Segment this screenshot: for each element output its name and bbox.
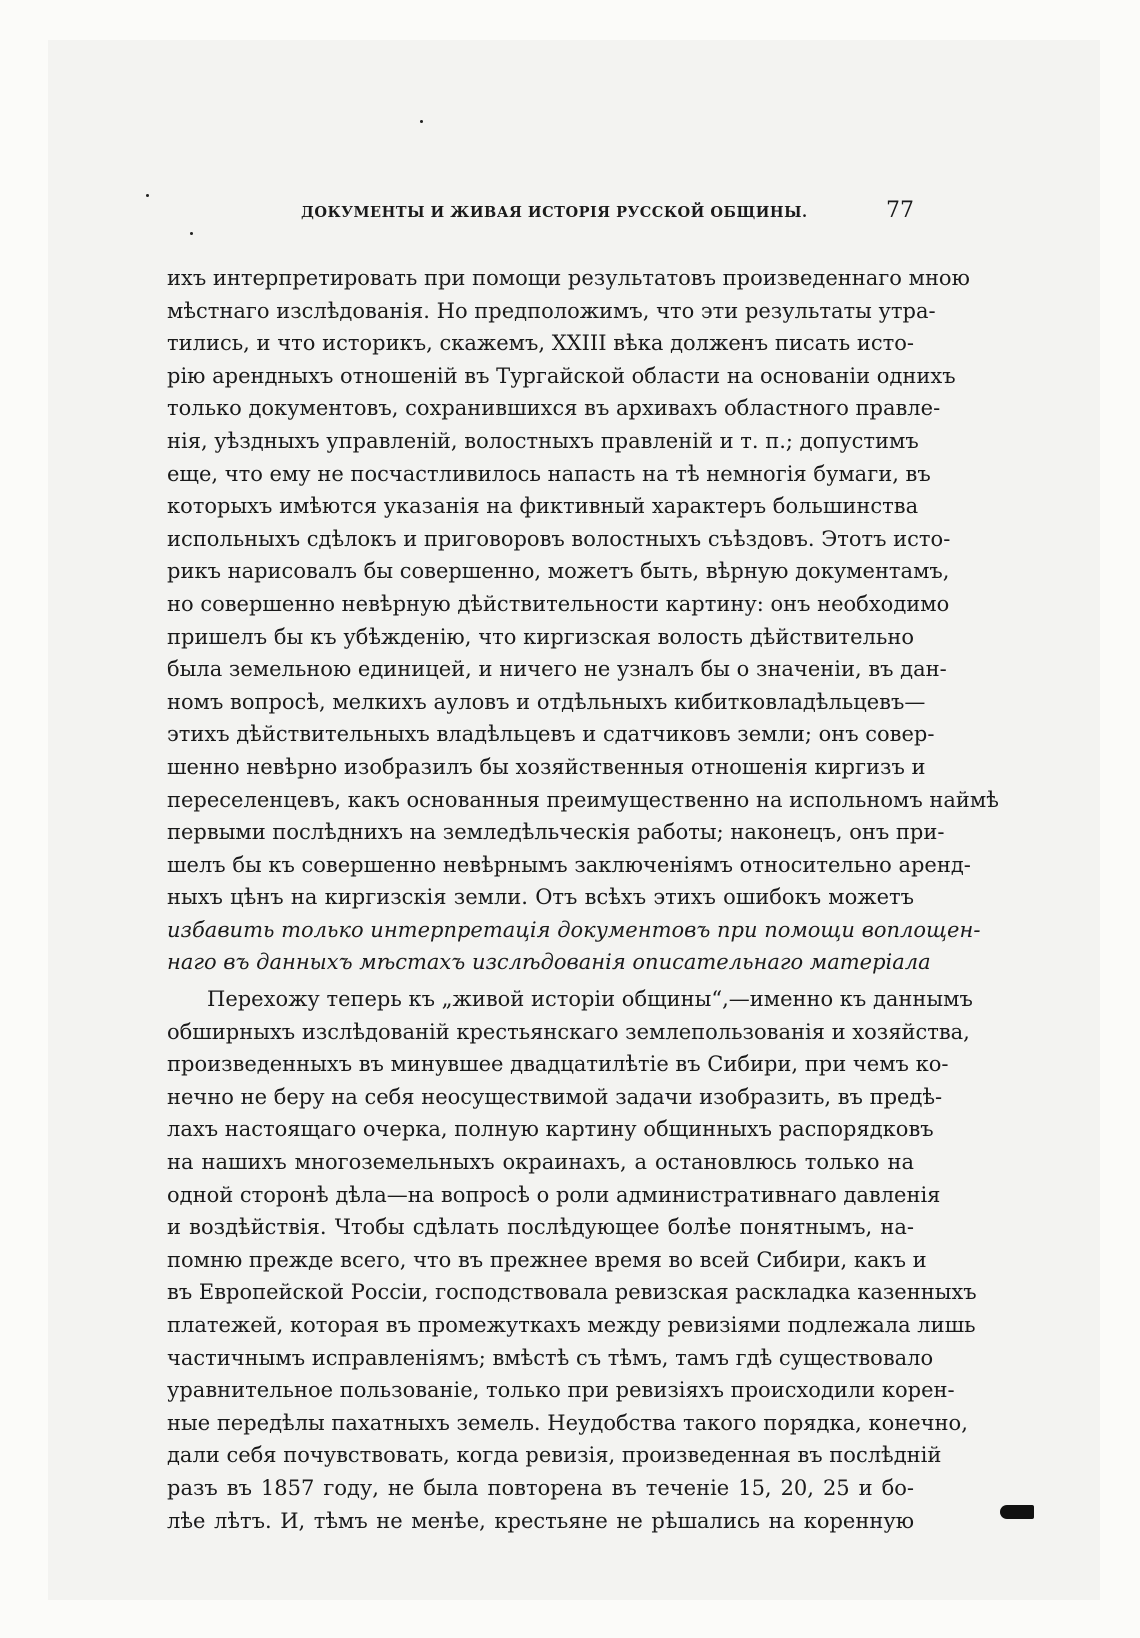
text-line: нечно не беру на себя неосуществимой задачи изобразить, въ предѣ-: [167, 1084, 943, 1109]
running-title: ДОКУМЕНТЫ И ЖИВАЯ ИСТОРІЯ РУССКОЙ ОБЩИНЫ.: [301, 204, 808, 221]
text-line: уравнительное пользованіе, только при ревизіяхъ происходили корен-: [167, 1378, 955, 1403]
text-line: но совершенно невѣрную дѣйствительности картину: онъ необходимо: [167, 591, 950, 616]
paragraph-1: [167, 262, 999, 979]
text-line: номъ вопросѣ, мелкихъ ауловъ и отдѣльныхъ кибитковладѣльцевъ—: [167, 689, 926, 714]
text-line: ныхъ цѣнъ на киргизскія земли. Отъ всѣхъ этихъ ошибокъ можетъ: [167, 885, 914, 910]
body-text: [167, 262, 999, 1537]
text-line: произведенныхъ въ минувшее двадцатилѣтіе въ Сибири, при чемъ ко-: [167, 1052, 949, 1077]
text-line: помню прежде всего, что въ прежнее время во всей Сибири, какъ и: [167, 1247, 927, 1272]
text-line: мѣстнаго изслѣдованія. Но предположимъ, что эти результаты утра-: [167, 298, 936, 323]
text-line: этихъ дѣйствительныхъ владѣльцевъ и сдатчиковъ земли; онъ совер-: [167, 722, 935, 747]
text-line: пришелъ бы къ убѣжденію, что киргизская волость дѣйствительно: [167, 624, 914, 649]
text-line: ные передѣлы пахатныхъ земель. Неудобства такого порядка, конечно,: [167, 1410, 968, 1435]
text-line: въ Европейской Россіи, господствовала ревизская раскладка казенныхъ: [167, 1280, 977, 1305]
text-line: лахъ настоящаго очерка, полную картину общинныхъ распорядковъ: [167, 1117, 934, 1142]
text-line: дали себя почувствовать, когда ревизія, произведенная въ послѣдній: [167, 1443, 942, 1468]
text-line: первыми послѣднихъ на земледѣльческія работы; наконецъ, онъ при-: [167, 820, 945, 845]
text-line: избавить только интерпретація документовъ при помощи воплощен-: [167, 917, 981, 942]
text-line: обширныхъ изслѣдованій крестьянскаго землепользованія и хозяйства,: [167, 1019, 970, 1044]
text-line: шелъ бы къ совершенно невѣрнымъ заключеніямъ относительно аренд-: [167, 852, 971, 877]
text-line: только документовъ, сохранившихся въ архивахъ областного правле-: [167, 396, 941, 421]
text-line: была земельною единицей, и ничего не узналъ бы о значеніи, въ дан-: [167, 657, 947, 682]
text-line: которыхъ имѣются указанія на фиктивный характеръ большинства: [167, 494, 919, 519]
text-line: испольныхъ сдѣлокъ и приговоровъ волостныхъ съѣздовъ. Этотъ исто-: [167, 526, 951, 551]
text-line: одной сторонѣ дѣла—на вопросѣ о роли административнаго давленія: [167, 1182, 941, 1207]
page-number: 77: [886, 198, 914, 223]
text-line: лѣе лѣтъ. И, тѣмъ не менѣе, крестьяне не рѣшались на коренную: [167, 1508, 914, 1533]
text-line: наго въ данныхъ мѣстахъ изслѣдованія описательнаго матеріала: [167, 950, 931, 975]
text-line: шенно невѣрно изобразилъ бы хозяйственныя отношенія киргизъ и: [167, 754, 926, 779]
page-header: [167, 198, 914, 230]
text-line: ихъ интерпретировать при помощи результатовъ произведеннаго мною: [167, 266, 970, 290]
text-line: еще, что ему не посчастливилось напасть на тѣ немногія бумаги, въ: [167, 461, 931, 486]
text-line: переселенцевъ, какъ основанныя преимущественно на испольномъ наймѣ: [167, 787, 999, 812]
scan-speck: [146, 194, 149, 197]
scan-edge-blot: [1000, 1505, 1034, 1519]
text-line: тились, и что историкъ, скажемъ, XXIII вѣка долженъ писать исто-: [167, 331, 914, 356]
scan-speck: [420, 120, 423, 123]
text-line: рію арендныхъ отношеній въ Тургайской области на основаніи однихъ: [167, 363, 956, 388]
text-line: разъ въ 1857 году, не была повторена въ теченіе 15, 20, 25 и бо-: [167, 1475, 914, 1500]
text-line: и воздѣйствія. Чтобы сдѣлать послѣдующее болѣе понятнымъ, на-: [167, 1215, 914, 1240]
text-line: Перехожу теперь къ „живой исторіи общины“,—именно къ даннымъ: [207, 987, 973, 1012]
text-line: на нашихъ многоземельныхъ окраинахъ, а остановлюсь только на: [167, 1150, 914, 1175]
paragraph-2: [167, 983, 977, 1537]
text-line: нія, уѣздныхъ управленій, волостныхъ правленій и т. п.; допустимъ: [167, 428, 919, 453]
text-line: платежей, которая въ промежуткахъ между ревизіями подлежала лишь: [167, 1313, 976, 1337]
text-line: рикъ нарисовалъ бы совершенно, можетъ быть, вѣрную документамъ,: [167, 559, 950, 584]
text-line: частичнымъ исправленіямъ; вмѣстѣ съ тѣмъ, тамъ гдѣ существовало: [167, 1345, 934, 1370]
scan-speck: [190, 232, 193, 235]
